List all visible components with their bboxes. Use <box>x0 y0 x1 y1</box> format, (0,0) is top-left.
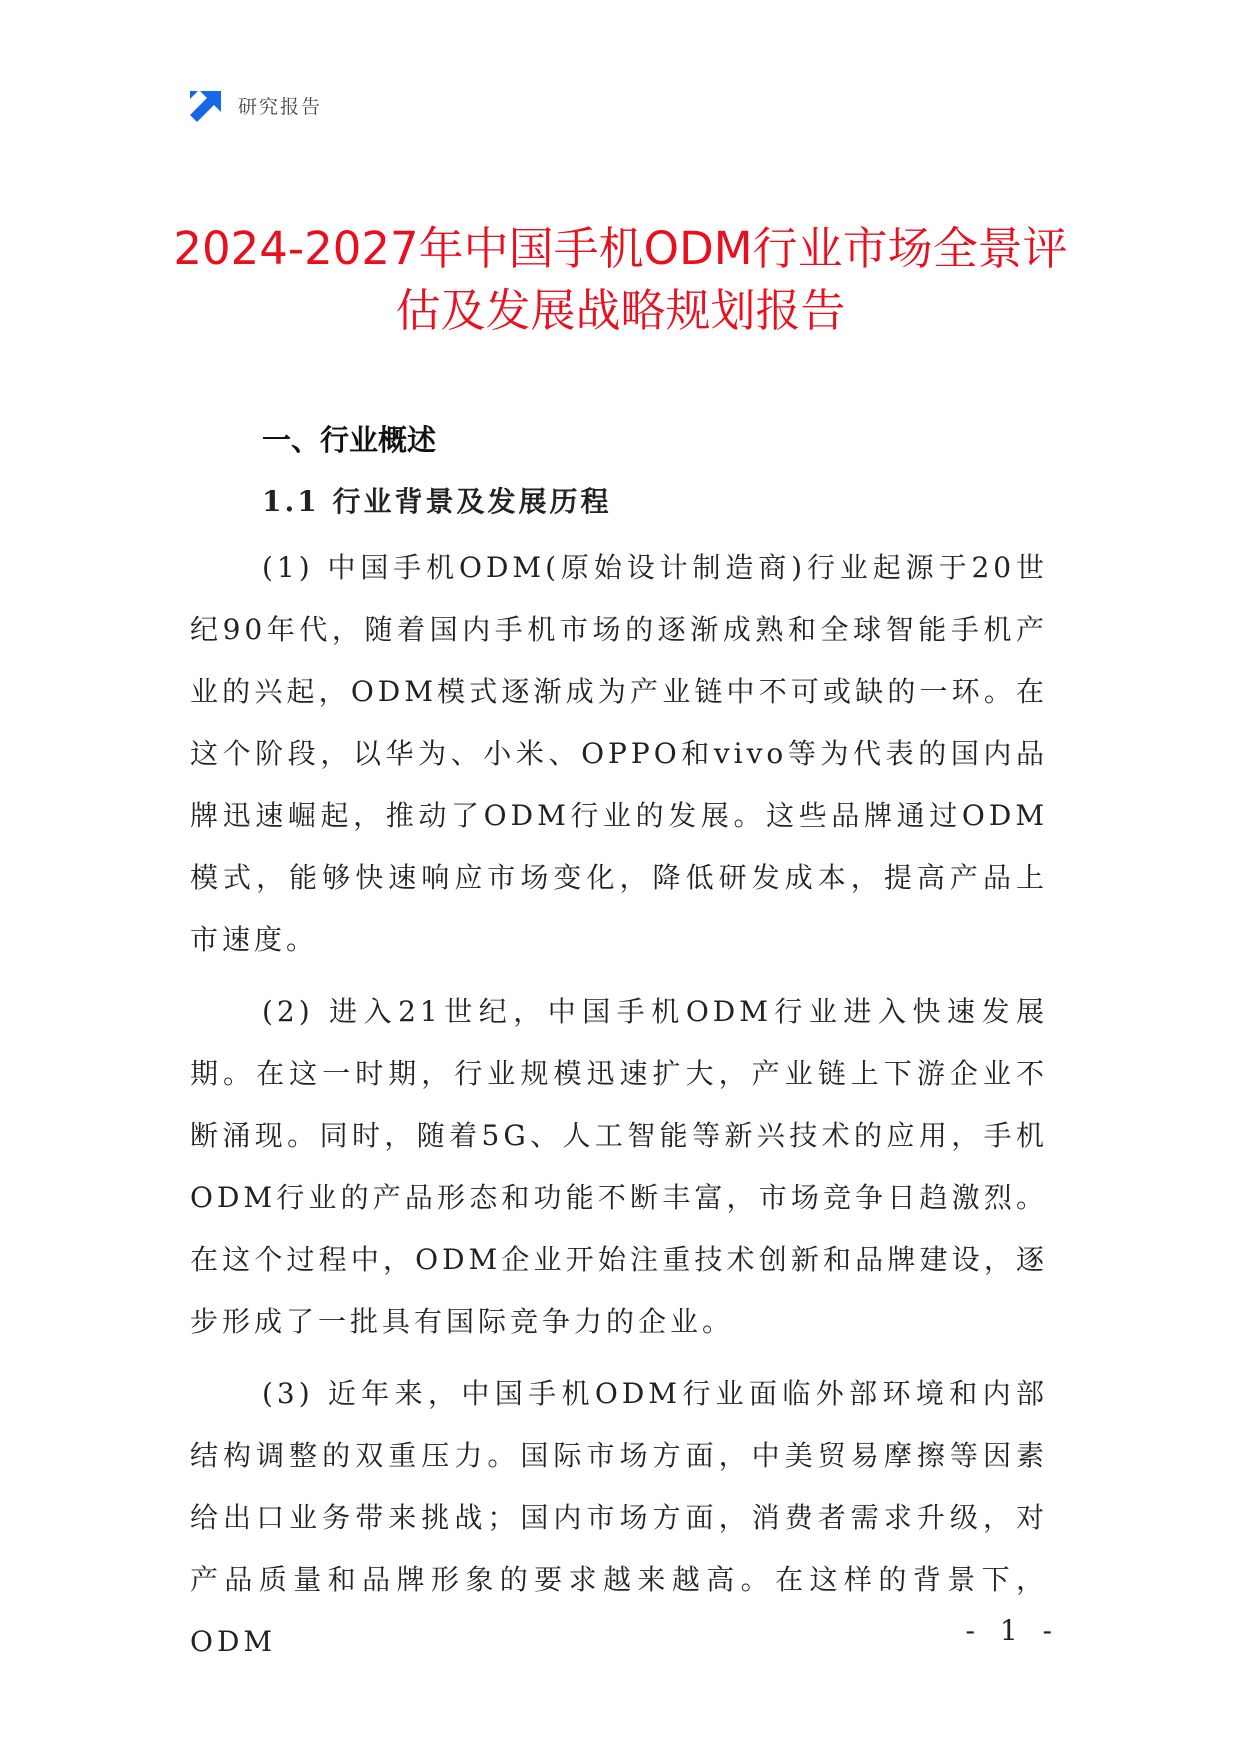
paragraph-1: (1) 中国手机ODM(原始设计制造商)行业起源于20世纪90年代，随着国内手机市场的逐渐成熟和全球智能手机产业的兴起，ODM模式逐渐成为产业链中不可或缺的一环。在这个阶段，以华为、小米、OPPO和vivo等为代表的国内品牌迅速崛起，推动了ODM行业的发展。这些品牌通过ODM模式，能够快速响应市场变化，降低研发成本，提高产品上市速度。 <box>190 551 1048 956</box>
report-header <box>190 88 322 122</box>
arrow-up-right-logo-icon <box>190 88 224 122</box>
report-title-line-2: 估及发展战略规划报告 <box>395 284 846 337</box>
report-body <box>190 415 1048 1673</box>
paragraph-2: (2) 进入21世纪，中国手机ODM行业进入快速发展期。在这一时期，行业规模迅速扩大，产业链上下游企业不断涌现。同时，随着5G、人工智能等新兴技术的应用，手机ODM行业的产品形态和功能不断丰富，市场竞争日趋激烈。在这个过程中，ODM企业开始注重技术创新和品牌建设，逐步形成了一批具有国际竞争力的企业。 <box>190 995 1048 1338</box>
paragraph-3: (3) 近年来，中国手机ODM行业面临外部环境和内部结构调整的双重压力。国际市场方面，中美贸易摩擦等因素给出口业务带来挑战；国内市场方面，消费者需求升级，对产品质量和品牌形象的要求越来越高。在这样的背景下，ODM <box>190 1377 1048 1658</box>
section-heading: 一、行业概述 <box>262 423 437 457</box>
subsection-heading: 1.1 行业背景及发展历程 <box>262 485 612 518</box>
page-number: - 1 - <box>965 1614 1060 1647</box>
report-title-line-1: 2024-2027年中国手机ODM行业市场全景评 <box>173 222 1068 275</box>
header-label: 研究报告 <box>238 95 323 118</box>
report-title <box>150 218 1091 342</box>
